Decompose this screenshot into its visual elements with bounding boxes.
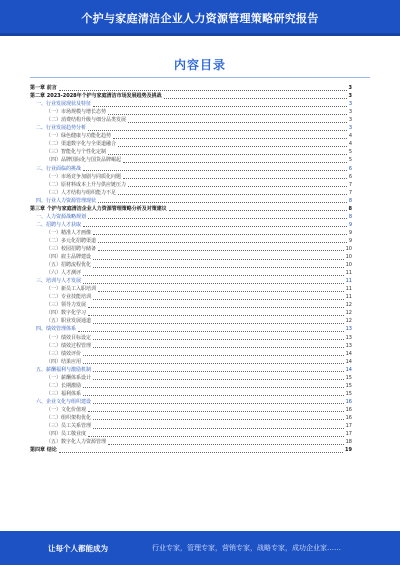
- toc-entry-label: （二）专业技能培训: [46, 294, 92, 301]
- toc-entry[interactable]: [30, 221, 352, 229]
- toc-entry-page: 12: [345, 318, 352, 325]
- toc-entry-page: 10: [345, 262, 352, 269]
- toc-entry-label: 二、招聘与人才获取: [36, 221, 82, 228]
- toc-leader-dots: [118, 193, 347, 195]
- toc-entry-label: （三）人才结构与组织能力不足: [46, 189, 117, 196]
- toc-heading: 内容目录: [173, 58, 226, 72]
- toc-leader-dots: [93, 378, 344, 380]
- toc-entry[interactable]: [30, 100, 352, 108]
- toc-entry[interactable]: [30, 197, 352, 205]
- toc-entry[interactable]: [30, 358, 352, 366]
- toc-leader-dots: [93, 338, 344, 340]
- toc-entry-label: （四）数字化学习: [46, 310, 87, 317]
- toc-entry[interactable]: [30, 333, 352, 341]
- toc-entry-label: （四）雇主品牌建设: [46, 254, 92, 261]
- toc-entry[interactable]: [30, 309, 352, 317]
- toc-entry[interactable]: [30, 414, 352, 422]
- toc-entry[interactable]: [30, 374, 352, 382]
- toc-leader-dots: [108, 443, 344, 445]
- toc-leader-dots: [93, 266, 344, 268]
- toc-entry-page: 15: [345, 374, 352, 381]
- toc-leader-dots: [83, 386, 344, 388]
- toc-entry-label: （四）结果应用: [46, 358, 82, 365]
- toc-leader-dots: [108, 113, 347, 115]
- toc-entry-page: 7: [348, 189, 352, 196]
- toc-entry-page: 14: [345, 366, 352, 373]
- toc-leader-dots: [98, 241, 347, 243]
- toc-entry-label: （一）绩效目标设定: [46, 334, 92, 341]
- toc-entry-page: 8: [348, 205, 352, 212]
- toc-entry[interactable]: [30, 301, 352, 309]
- toc-entry-label: 一、行业发展现状及特征: [36, 101, 92, 108]
- toc-entry-page: 16: [345, 398, 352, 405]
- toc-entry-page: 8: [348, 197, 352, 204]
- toc-entry-label: 四、绩效管理体系: [36, 326, 77, 333]
- toc-leader-dots: [88, 410, 344, 412]
- toc-entry[interactable]: [30, 156, 352, 164]
- toc-entry-page: 10: [345, 245, 352, 252]
- toc-leader-dots: [88, 306, 344, 308]
- toc-entry-label: 一、人力资源战略规划: [36, 213, 87, 220]
- toc-entry[interactable]: [30, 317, 352, 325]
- toc-entry[interactable]: [30, 205, 352, 213]
- toc-leader-dots: [83, 362, 344, 364]
- toc-entry[interactable]: [30, 398, 352, 406]
- toc-entry-label: 三、培训与人才发展: [36, 278, 82, 285]
- toc-entry-page: 8: [348, 213, 352, 220]
- toc-entry-label: （四）品牌国际化与国货品牌崛起: [46, 157, 122, 164]
- toc-entry-label: （三）校园招聘与储备: [46, 245, 97, 252]
- toc-entry-label: （一）绿色健康与功能化趋势: [46, 133, 112, 140]
- toc-entry-label: （二）组织架构优化: [46, 414, 92, 421]
- toc-leader-dots: [93, 298, 344, 300]
- toc-entry-page: 16: [345, 414, 352, 421]
- toc-leader-dots: [88, 314, 344, 316]
- toc-entry-label: （三）智能化与个性化定制: [46, 149, 107, 156]
- toc-entry[interactable]: [30, 446, 352, 454]
- toc-entry-page: 6: [348, 165, 352, 172]
- toc-leader-dots: [98, 249, 344, 251]
- toc-entry[interactable]: [30, 293, 352, 301]
- toc-leader-dots: [83, 169, 347, 171]
- toc-entry[interactable]: [30, 92, 352, 100]
- toc-entry[interactable]: [30, 132, 352, 140]
- toc-entry-label: 四、行业人力资源管理现状: [36, 197, 97, 204]
- toc-leader-dots: [88, 217, 347, 219]
- toc-leader-dots: [93, 427, 344, 429]
- toc-entry[interactable]: [30, 430, 352, 438]
- toc-entry-label: （二）多元化招聘渠道: [46, 237, 97, 244]
- toc-leader-dots: [98, 201, 347, 203]
- toc-entry-page: 5: [348, 157, 352, 164]
- toc-leader-dots: [93, 105, 347, 107]
- toc-entry[interactable]: [30, 406, 352, 414]
- toc-entry[interactable]: [30, 366, 352, 374]
- toc-entry-page: 6: [348, 173, 352, 180]
- toc-entry-page: 5: [348, 149, 352, 156]
- toc-entry-label: （二）原材料成本上升与供应链压力: [46, 181, 127, 188]
- footer-tagline: 行业专家，管理专家，营销专家，战略专家，成功企业家……: [152, 544, 341, 552]
- toc-entry-page: 11: [345, 270, 352, 277]
- toc-entry-label: （一）文化价值观: [46, 406, 87, 413]
- toc-entry-label: （一）市场规模与增长态势: [46, 109, 107, 116]
- toc-entry-page: 3: [348, 125, 352, 132]
- toc-entry[interactable]: [30, 237, 352, 245]
- toc-entry-label: （二）绩效过程管理: [46, 342, 92, 349]
- report-title: 个护与家庭清洁企业人力资源管理策略研究报告: [81, 12, 319, 25]
- toc-entry-label: （五）招聘流程优化: [46, 262, 92, 269]
- toc-entry-page: 3: [348, 93, 352, 100]
- toc-entry-label: （五）职业发展通道: [46, 318, 92, 325]
- toc-leader-dots: [128, 185, 347, 187]
- toc-leader-dots: [93, 418, 344, 420]
- toc-entry[interactable]: [30, 189, 352, 197]
- toc-entry-page: 9: [348, 229, 352, 236]
- toc-entry-page: 19: [345, 447, 352, 454]
- toc-entry[interactable]: [30, 229, 352, 237]
- toc-leader-dots: [123, 177, 347, 179]
- toc-entry-label: （一）薪酬体系设计: [46, 374, 92, 381]
- footer-slogan: 让每个人都能成为: [48, 543, 108, 553]
- toc-entry-page: 11: [345, 294, 352, 301]
- toc-entry-page: 7: [348, 181, 352, 188]
- toc-entry[interactable]: [30, 277, 352, 285]
- toc-leader-dots: [59, 451, 343, 453]
- report-footer-bar: [0, 531, 400, 565]
- toc-leader-dots: [128, 121, 347, 123]
- toc-entry-page: 10: [345, 254, 352, 261]
- toc-leader-dots: [98, 290, 344, 292]
- toc-entry[interactable]: [30, 325, 352, 333]
- toc-leader-dots: [83, 394, 344, 396]
- toc-leader-dots: [169, 209, 347, 211]
- toc-entry-label: （一）市场竞争加剧与同质化问题: [46, 173, 122, 180]
- toc-leader-dots: [59, 89, 347, 91]
- toc-entry-page: 3: [348, 117, 352, 124]
- toc-heading-rule: [30, 77, 370, 78]
- toc-leader-dots: [83, 282, 344, 284]
- toc-entry[interactable]: [30, 350, 352, 358]
- report-header-bar: [0, 0, 400, 36]
- toc-entry[interactable]: [30, 124, 352, 132]
- toc-entry[interactable]: [30, 269, 352, 277]
- toc-leader-dots: [88, 435, 344, 437]
- toc-entry-page: 11: [345, 278, 352, 285]
- toc-entry-label: （二）渠道数字化与全渠道融合: [46, 141, 117, 148]
- toc-entry[interactable]: [30, 148, 352, 156]
- toc-entry-label: （三）领导力发展: [46, 302, 87, 309]
- toc-entry-page: 17: [345, 423, 352, 430]
- header-shade: [0, 33, 400, 36]
- toc-leader-dots: [88, 129, 347, 131]
- toc-entry[interactable]: [30, 382, 352, 390]
- toc-entry-page: 13: [345, 326, 352, 333]
- toc-leader-dots: [118, 145, 347, 147]
- toc-entry-label: 五、薪酬福利与激励机制: [36, 366, 92, 373]
- toc-entry-page: 12: [345, 310, 352, 317]
- toc-entry-label: （三）绩效评价: [46, 350, 82, 357]
- toc-entry[interactable]: [30, 261, 352, 269]
- toc-leader-dots: [93, 370, 344, 372]
- toc-entry-label: 第四章 结论: [30, 447, 57, 454]
- toc-entry-page: 4: [348, 141, 352, 148]
- toc-entry[interactable]: [30, 390, 352, 398]
- toc-entry-label: 第一章 前言: [30, 85, 57, 92]
- toc-entry-label: 六、企业文化与组织建设: [36, 398, 92, 405]
- toc-entry[interactable]: [30, 422, 352, 430]
- toc-leader-dots: [93, 402, 344, 404]
- table-of-contents: [30, 84, 352, 454]
- toc-entry-page: 4: [348, 133, 352, 140]
- toc-entry-label: 第二章 2023-2028年个护与家庭清洁市场发展趋势及挑战: [30, 93, 162, 100]
- toc-entry[interactable]: [30, 116, 352, 124]
- toc-entry-page: 13: [345, 334, 352, 341]
- toc-entry[interactable]: [30, 285, 352, 293]
- toc-entry-page: 15: [345, 382, 352, 389]
- toc-entry-label: （一）精准人才画像: [46, 229, 92, 236]
- toc-entry[interactable]: [30, 164, 352, 172]
- toc-entry[interactable]: [30, 213, 352, 221]
- toc-entry-page: 12: [345, 302, 352, 309]
- toc-leader-dots: [108, 153, 347, 155]
- toc-entry-label: 二、行业发展趋势分析: [36, 125, 87, 132]
- toc-entry-page: 14: [345, 350, 352, 357]
- toc-entry-label: （四）员工敬业度: [46, 431, 87, 438]
- toc-entry-label: （二）长期激励: [46, 382, 82, 389]
- toc-entry-page: 18: [345, 439, 352, 446]
- toc-entry-page: 9: [348, 237, 352, 244]
- toc-entry[interactable]: [30, 140, 352, 148]
- toc-entry[interactable]: [30, 108, 352, 116]
- toc-entry-label: 第三章 个护与家庭清洁企业人力资源管理策略分析及对策建议: [30, 205, 167, 212]
- toc-leader-dots: [83, 225, 347, 227]
- toc-leader-dots: [93, 233, 347, 235]
- toc-entry[interactable]: [30, 245, 352, 253]
- toc-entry-page: 11: [345, 286, 352, 293]
- toc-leader-dots: [93, 258, 344, 260]
- toc-entry-label: （六）人才测评: [46, 270, 82, 277]
- toc-entry-page: 3: [348, 109, 352, 116]
- toc-entry-label: 三、行业面临的挑战: [36, 165, 82, 172]
- toc-leader-dots: [164, 97, 347, 99]
- toc-entry-page: 3: [348, 101, 352, 108]
- toc-entry-page: 14: [345, 358, 352, 365]
- toc-entry[interactable]: [30, 438, 352, 446]
- toc-leader-dots: [123, 161, 347, 163]
- toc-entry-page: 15: [345, 390, 352, 397]
- toc-entry-label: （五）数字化人力资源管理: [46, 439, 107, 446]
- toc-leader-dots: [83, 354, 344, 356]
- toc-entry[interactable]: [30, 253, 352, 261]
- toc-entry-page: 13: [345, 342, 352, 349]
- toc-entry[interactable]: [30, 342, 352, 350]
- toc-leader-dots: [93, 346, 344, 348]
- toc-entry-page: 16: [345, 406, 352, 413]
- toc-leader-dots: [93, 322, 344, 324]
- toc-entry[interactable]: [30, 84, 352, 92]
- toc-entry[interactable]: [30, 181, 352, 189]
- toc-entry-page: 17: [345, 431, 352, 438]
- toc-leader-dots: [113, 137, 347, 139]
- toc-entry-label: （三）福利体系: [46, 390, 82, 397]
- toc-leader-dots: [83, 274, 344, 276]
- toc-entry-label: （二）消费结构升级与细分品类发展: [46, 117, 127, 124]
- toc-leader-dots: [78, 330, 344, 332]
- toc-entry[interactable]: [30, 173, 352, 181]
- toc-entry-page: 9: [348, 221, 352, 228]
- toc-entry-label: （三）员工关系管理: [46, 423, 92, 430]
- toc-entry-label: （一）新员工入职培训: [46, 286, 97, 293]
- toc-entry-page: 3: [348, 85, 352, 92]
